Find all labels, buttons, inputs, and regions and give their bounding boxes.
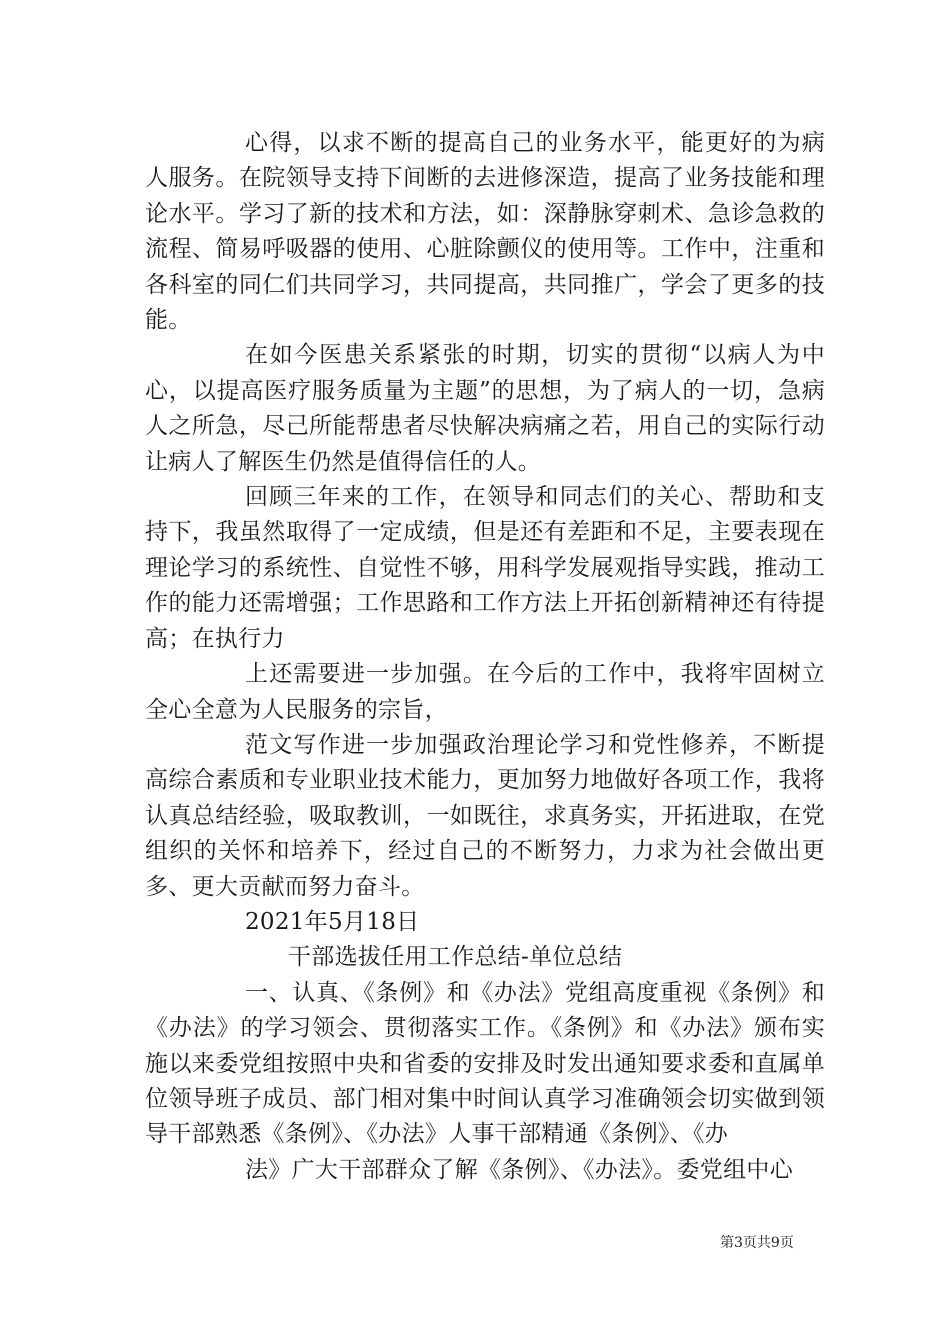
document-body [145, 126, 825, 1188]
section-paragraph-2: 法》广大干部群众了解《条例》、《办法》。委党组中心 [245, 1156, 793, 1183]
paragraph-5: 范文写作进一步加强政治理论学习和党性修养，不断提高综合素质和专业职业技术能力，更加努力地做好各项工作，我将认真总结经验，吸取教训，一如既往，求真务实，开拓进取，在党组织的关怀和培养下，经过自己的不断努力，力求为社会做出更多、更大贡献而努力奋斗。 [145, 731, 825, 900]
section-title: 干部选拔任用工作总结-单位总结 [288, 944, 623, 971]
section-paragraph-1: 一、认真、《条例》和《办法》党组高度重视《条例》和《办法》的学习领会、贯彻落实工作。《条例》和《办法》颁布实施以来委党组按照中央和省委的安排及时发出通知要求委和直属单位领导班子成员、部门相对集中时间认真学习准确领会切实做到领导干部熟悉《条例》、《办法》人事干部精通《条例》、《办 [145, 979, 825, 1148]
paragraph-3: 回顾三年来的工作，在领导和同志们的关心、帮助和支持下，我虽然取得了一定成绩，但是还有差距和不足，主要表现在理论学习的系统性、自觉性不够，用科学发展观指导实践，推动工作的能力还需增强；工作思路和工作方法上开拓创新精神还有待提高；在执行力 [145, 484, 825, 652]
paragraph-1: 心得，以求不断的提高自己的业务水平，能更好的为病人服务。在院领导支持下间断的去进修深造，提高了业务技能和理论水平。学习了新的技术和方法，如：深静脉穿刺术、急诊急救的流程、简易呼吸器的使用、心脏除颤仪的使用等。工作中，注重和各科室的同仁们共同学习，共同提高，共同推广，学会了更多的技能。 [145, 130, 825, 334]
page-number: 第3页共9页 [720, 1235, 794, 1251]
paragraph-4: 上还需要进一步加强。在今后的工作中，我将牢固树立全心全意为人民服务的宗旨， [145, 661, 825, 723]
date-line: 2021年5月18日 [245, 908, 420, 935]
paragraph-2: 在如今医患关系紧张的时期，切实的贯彻“以病人为中心，以提高医疗服务质量为主题”的思想，为了病人的一切，急病人之所急，尽己所能帮患者尽快解决病痛之若，用自己的实际行动让病人了解医生仍然是值得信任的人。 [145, 342, 825, 475]
